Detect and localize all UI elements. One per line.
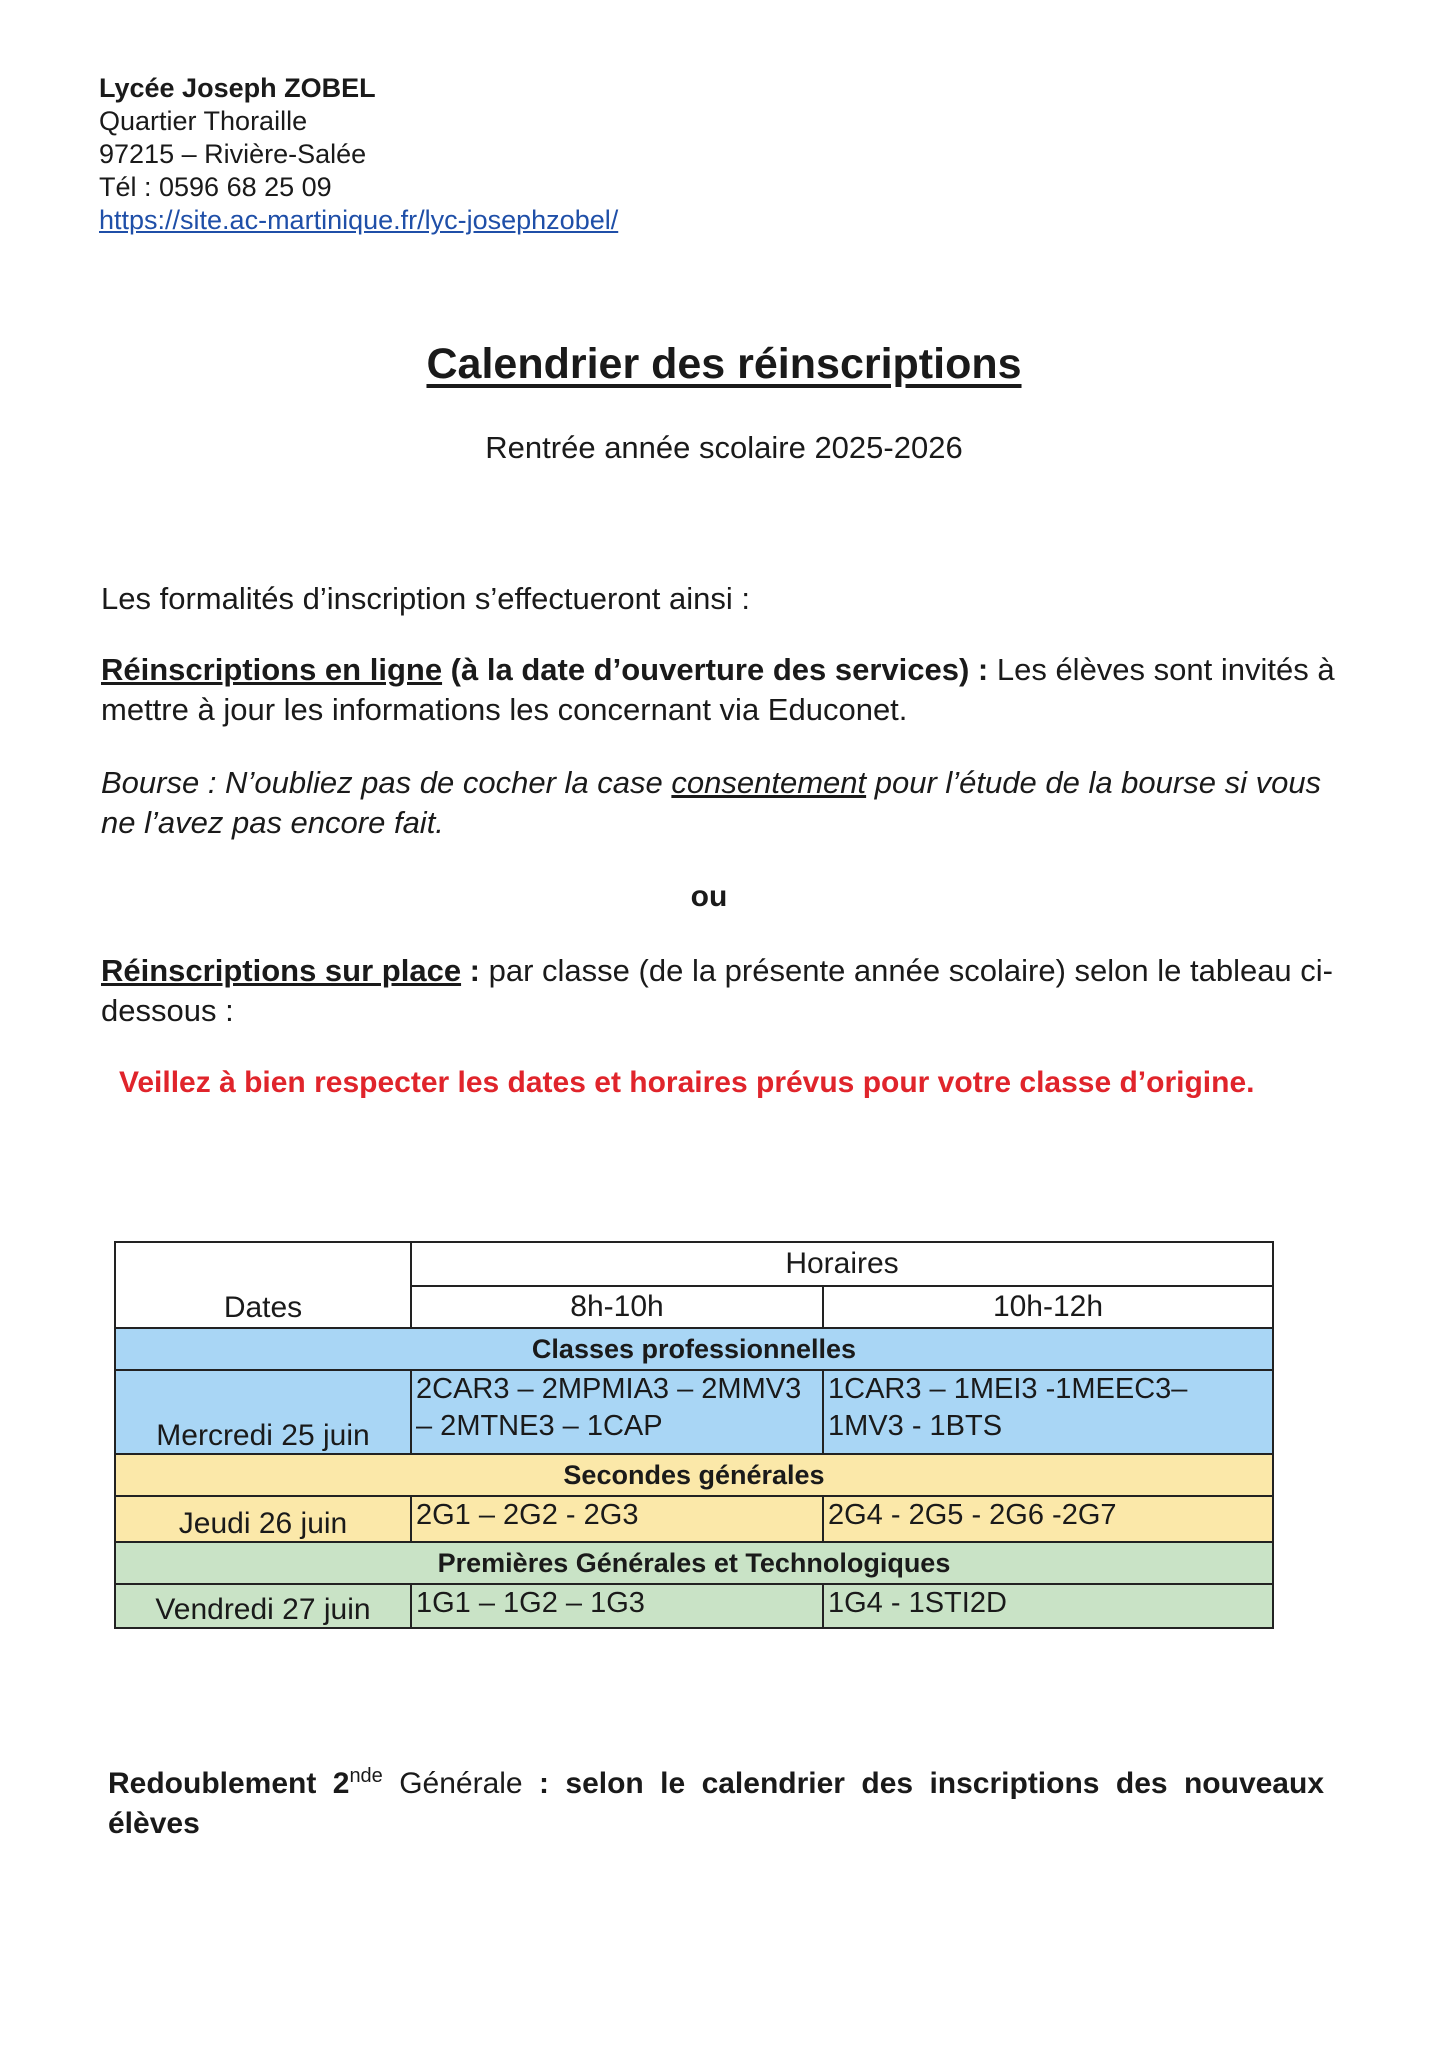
onsite-reregistration-label-suffix: : bbox=[461, 953, 489, 988]
group-date: Jeudi 26 juin bbox=[115, 1496, 411, 1542]
group-title-premieres: Premières Générales et Technologiques bbox=[115, 1542, 1273, 1584]
school-phone: Tél : 0596 68 25 09 bbox=[99, 172, 332, 202]
slot-header-1: 8h-10h bbox=[411, 1286, 823, 1328]
online-reregistration-label: Réinscriptions en ligne bbox=[101, 652, 443, 687]
online-reregistration-label-suffix: (à la date d’ouverture des services) : bbox=[442, 652, 989, 687]
bourse-keyword: consentement bbox=[671, 765, 867, 800]
redoublement-label-superscript: nde bbox=[349, 1765, 383, 1787]
page-subtitle: Rentrée année scolaire 2025-2026 bbox=[485, 430, 963, 465]
redoublement-paragraph bbox=[108, 1756, 1324, 1844]
group-title-secondes: Secondes générales bbox=[115, 1454, 1273, 1496]
group-classes-slot2: 2G4 - 2G5 - 2G6 -2G7 bbox=[823, 1496, 1273, 1542]
school-address-line2: 97215 – Rivière-Salée bbox=[99, 139, 367, 169]
group-date: Vendredi 27 juin bbox=[115, 1584, 411, 1628]
group-classes-slot1: 1G1 – 1G2 – 1G3 bbox=[411, 1584, 823, 1628]
or-separator: ou bbox=[690, 880, 728, 913]
onsite-reregistration-paragraph bbox=[101, 951, 1341, 1031]
bourse-text-before: Bourse : N’oubliez pas de cocher la case bbox=[101, 765, 672, 800]
redoublement-plain: Générale bbox=[382, 1767, 523, 1800]
group-classes-slot1: 2CAR3 – 2MPMIA3 – 2MMV3 – 2MTNE3 – 1CAP bbox=[411, 1370, 823, 1454]
group-classes-slot2: 1CAR3 – 1MEI3 -1MEEC3– 1MV3 - 1BTS bbox=[823, 1370, 1273, 1454]
school-address-line1: Quartier Thoraille bbox=[99, 106, 308, 136]
slot-header-2: 10h-12h bbox=[823, 1286, 1273, 1328]
schedule-table bbox=[114, 1241, 1274, 1629]
group-date: Mercredi 25 juin bbox=[115, 1370, 411, 1454]
page-title: Calendrier des réinscriptions bbox=[426, 340, 1022, 388]
group-classes-slot1: 2G1 – 2G2 - 2G3 bbox=[411, 1496, 823, 1542]
bourse-paragraph bbox=[101, 763, 1341, 843]
bourse-text-after: pour l’étude de la bourse si vous ne l’avez pas encore fait. bbox=[101, 765, 1322, 840]
warning-notice: Veillez à bien respecter les dates et horaires prévus pour votre classe d’origine. bbox=[119, 1066, 1255, 1099]
dates-header: Dates bbox=[115, 1242, 411, 1328]
onsite-reregistration-text: par classe (de la présente année scolaire) selon le tableau ci-dessous : bbox=[101, 953, 1333, 1028]
hours-header: Horaires bbox=[411, 1242, 1273, 1286]
school-name: Lycée Joseph ZOBEL bbox=[99, 73, 376, 103]
school-website-link[interactable]: https://site.ac-martinique.fr/lyc-josephzobel/ bbox=[99, 205, 619, 235]
redoublement-text: : selon le calendrier des inscriptions des nouveaux élèves bbox=[108, 1767, 1325, 1840]
redoublement-label: Redoublement 2 bbox=[108, 1767, 350, 1800]
online-reregistration-paragraph bbox=[101, 650, 1341, 730]
group-title-professionnelles: Classes professionnelles bbox=[115, 1328, 1273, 1370]
group-classes-slot2: 1G4 - 1STI2D bbox=[823, 1584, 1273, 1628]
onsite-reregistration-label: Réinscriptions sur place bbox=[101, 953, 462, 988]
online-reregistration-text: Les élèves sont invités à mettre à jour les informations les concernant via Educonet. bbox=[101, 652, 1335, 727]
intro-text: Les formalités d’inscription s’effectueront ainsi : bbox=[101, 581, 751, 616]
school-header bbox=[99, 72, 618, 237]
